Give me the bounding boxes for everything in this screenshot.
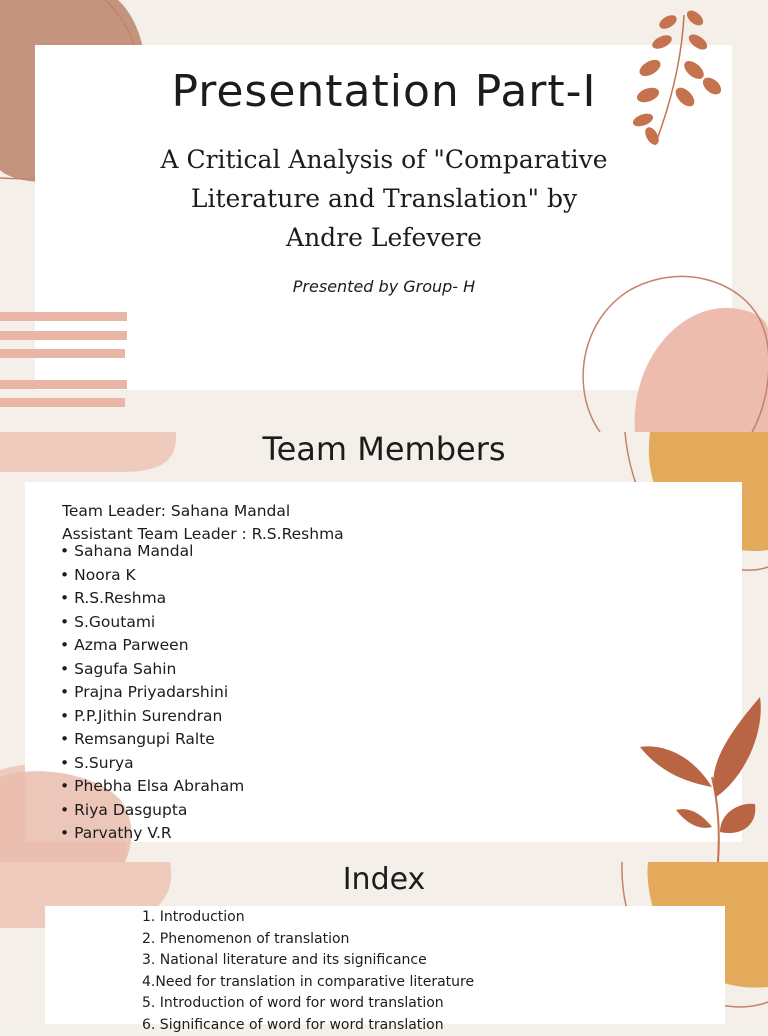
list-item: • Phebha Elsa Abraham bbox=[60, 775, 244, 799]
list-item: • Riya Dasgupta bbox=[60, 799, 244, 823]
index-list bbox=[142, 907, 474, 1036]
presented-by: Presented by Group- H bbox=[0, 277, 768, 296]
list-item: • R.S.Reshma bbox=[60, 587, 244, 611]
list-item: 6. Significance of word for word translation bbox=[142, 1015, 474, 1036]
list-item: • Noora K bbox=[60, 564, 244, 588]
assistant-team-leader: Assistant Team Leader : R.S.Reshma bbox=[62, 525, 344, 543]
list-item: • Sahana Mandal bbox=[60, 540, 244, 564]
list-item: • Sagufa Sahin bbox=[60, 658, 244, 682]
slide-index bbox=[0, 862, 768, 1024]
list-item: 5. Introduction of word for word translation bbox=[142, 993, 474, 1015]
presentation-title: Presentation Part-I bbox=[0, 66, 768, 117]
member-list bbox=[60, 540, 244, 846]
list-item: • Azma Parween bbox=[60, 634, 244, 658]
list-item: • S.Surya bbox=[60, 752, 244, 776]
index-heading: Index bbox=[0, 862, 768, 897]
list-item: 2. Phenomenon of translation bbox=[142, 929, 474, 951]
team-members-heading: Team Members bbox=[0, 430, 768, 468]
list-item: 1. Introduction bbox=[142, 907, 474, 929]
presentation-subtitle: A Critical Analysis of "Comparative Literature and Translation" by Andre Lefevere bbox=[0, 140, 768, 257]
list-item: • Parvathy V.R bbox=[60, 822, 244, 846]
list-item: • Prajna Priyadarshini bbox=[60, 681, 244, 705]
list-item: 3. National literature and its significance bbox=[142, 950, 474, 972]
list-item: 4.Need for translation in comparative literature bbox=[142, 972, 474, 994]
slide-team-members bbox=[0, 432, 768, 862]
slide-title bbox=[0, 0, 768, 432]
list-item: • P.P.Jithin Surendran bbox=[60, 705, 244, 729]
list-item: • Remsangupi Ralte bbox=[60, 728, 244, 752]
team-leader: Team Leader: Sahana Mandal bbox=[62, 502, 290, 520]
list-item: • S.Goutami bbox=[60, 611, 244, 635]
